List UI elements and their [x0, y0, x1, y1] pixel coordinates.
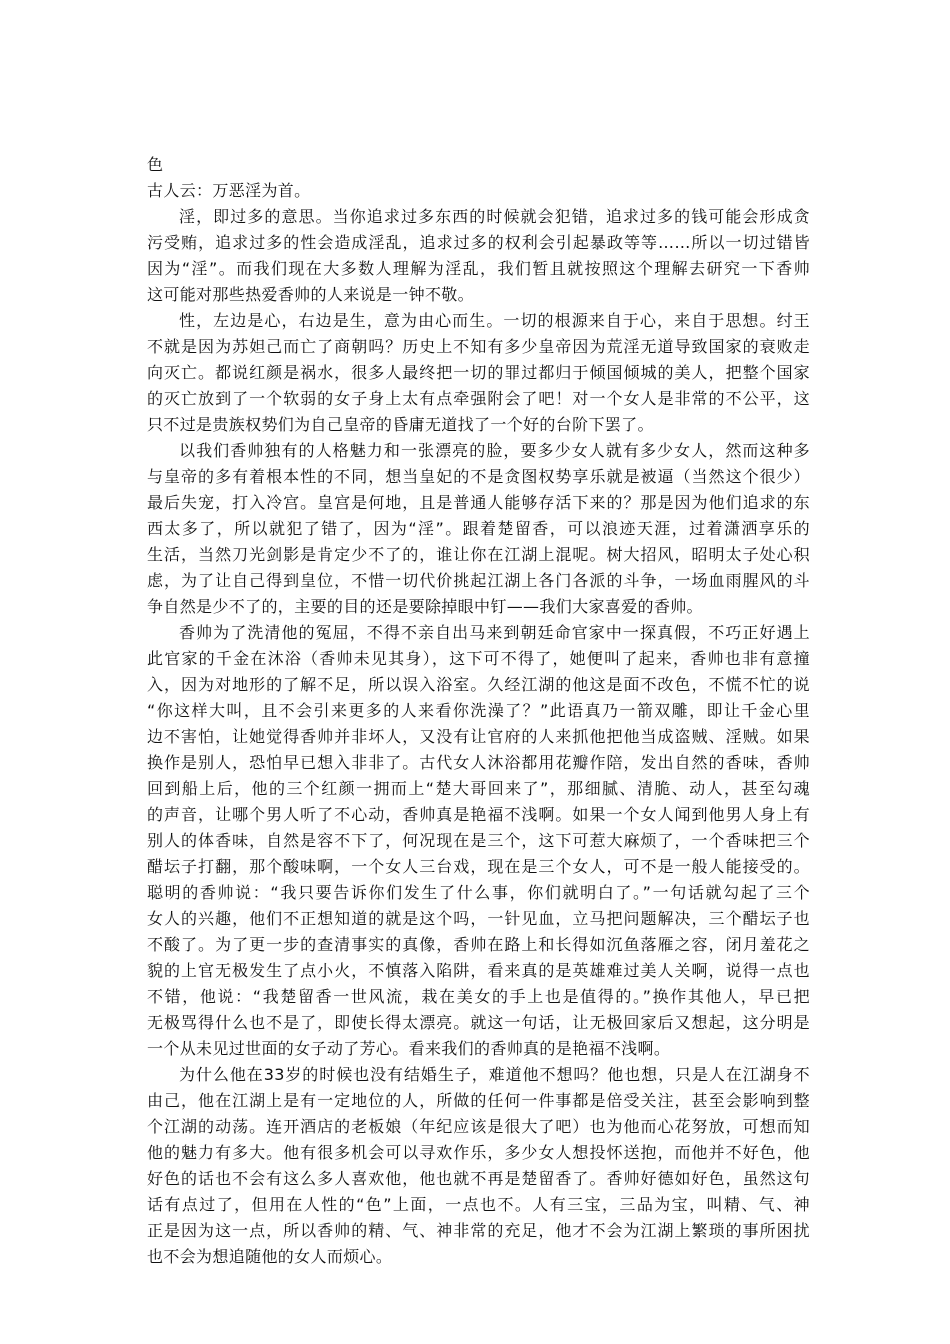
- paragraph: [147, 1062, 810, 1270]
- paragraph-line: 以我们香帅独有的人格魅力和一张漂亮的脸，要多少女人就有多少女人，然而这种多: [179, 441, 810, 460]
- paragraph-line: 由己，他在江湖上是有一定地位的人，所做的任何一件事都是倍受关注，甚至会影响到整: [147, 1091, 810, 1110]
- paragraph: [147, 204, 810, 308]
- paragraph-line: 女人的兴趣，他们不正想知道的就是这个吗，一针见血，立马把问题解决，三个醋坛子也: [147, 909, 810, 928]
- paragraph-line: 一个从未见过世面的女子动了芳心。看来我们的香帅真的是艳福不浅啊。: [147, 1039, 671, 1058]
- paragraph-line: 话有点过了，但用在人性的“色”上面，一点也不。人有三宝，三品为宝，叫精、气、神: [147, 1195, 810, 1214]
- paragraph-line: 个江湖的动荡。连开酒店的老板娘（年纪应该是很大了吧）也为他而心花努放，可想而知: [147, 1117, 810, 1136]
- document-quote: 古人云：万恶淫为首。: [147, 181, 311, 200]
- paragraph-line: 这可能对那些热爱香帅的人来说是一钟不敬。: [147, 285, 475, 304]
- paragraph: [147, 438, 810, 620]
- paragraph-line: 的灭亡放到了一个软弱的女子身上太有点牵强附会了吧！对一个女人是非常的不公平，这: [147, 389, 810, 408]
- paragraph-line: 不错，他说：“我楚留香一世风流，栽在美女的手上也是值得的。”换作其他人，早已把: [147, 987, 810, 1006]
- paragraph-line: 西太多了，所以就犯了错了，因为“淫”。跟着楚留香，可以浪迹天涯，过着潇洒享乐的: [147, 519, 810, 538]
- paragraph-line: 正是因为这一点，所以香帅的精、气、神非常的充足，他才不会为江湖上繁琐的事所困扰: [147, 1221, 810, 1240]
- paragraph-line: 也不会为想追随他的女人而烦心。: [147, 1247, 393, 1266]
- paragraph-line: 淫，即过多的意思。当你追求过多东西的时候就会犯错，追求过多的钱可能会形成贪: [179, 207, 810, 226]
- paragraph-line: 与皇帝的多有着根本性的不同，想当皇妃的不是贪图权势享乐就是被逼（当然这个很少）: [147, 467, 810, 486]
- paragraph-line: 只不过是贵族权势们为自己皇帝的昏庸无道找了一个好的台阶下罢了。: [147, 415, 654, 434]
- paragraph-line: 污受贿，追求过多的性会造成淫乱，追求过多的权利会引起暴政等等……所以一切过错皆: [147, 233, 810, 252]
- paragraph-line: 醋坛子打翻，那个酸味啊，一个女人三台戏，现在是三个女人，可不是一般人能接受的。: [147, 857, 810, 876]
- paragraph-line: 争自然是少不了的，主要的目的还是要除掉眼中钉——我们大家喜爱的香帅。: [147, 597, 703, 616]
- paragraph: [147, 620, 810, 1062]
- paragraph-line: 聪明的香帅说：“我只要告诉你们发生了什么事，你们就明白了。”一句话就勾起了三个: [147, 883, 810, 902]
- paragraph: [147, 308, 810, 438]
- document-body: [147, 152, 810, 1270]
- document-title: 色: [147, 155, 164, 174]
- paragraph-line: 貌的上官无极发生了点小火，不慎落入陷阱，看来真的是英雄难过美人关啊，说得一点也: [147, 961, 810, 980]
- paragraph-line: 不酸了。为了更一步的查清事实的真像，香帅在路上和长得如沉鱼落雁之容，闭月羞花之: [147, 935, 810, 954]
- paragraph-line: 此官家的千金在沐浴（香帅未见其身），这下可不得了，她便叫了起来，香帅也非有意撞: [147, 649, 810, 668]
- paragraph-line: 因为“淫”。而我们现在大多数人理解为淫乱，我们暂且就按照这个理解去研究一下香帅: [147, 259, 810, 278]
- paragraph-line: 为什么他在33岁的时候也没有结婚生子，难道他不想吗？他也想，只是人在江湖身不: [179, 1065, 810, 1084]
- paragraph-line: 向灭亡。都说红颜是祸水，很多人最终把一切的罪过都归于倾国倾城的美人，把整个国家: [147, 363, 810, 382]
- paragraph-line: 入，因为对地形的了解不足，所以误入浴室。久经江湖的他这是面不改色，不慌不忙的说: [147, 675, 810, 694]
- paragraph-line: 香帅为了洗清他的冤屈，不得不亲自出马来到朝廷命官家中一探真假，不巧正好遇上: [179, 623, 810, 642]
- paragraph-line: 生活，当然刀光剑影是肯定少不了的，谁让你在江湖上混呢。树大招风，昭明太子处心积: [147, 545, 810, 564]
- paragraph-line: 最后失宠，打入冷宫。皇宫是何地，且是普通人能够存活下来的？那是因为他们追求的东: [147, 493, 810, 512]
- paragraph-line: 边不害怕，让她觉得香帅并非坏人，又没有让官府的人来抓他把他当成盗贼、淫贼。如果: [147, 727, 810, 746]
- paragraph-line: 换作是别人，恐怕早已想入非非了。古代女人沐浴都用花瓣作陪，发出自然的香味，香帅: [147, 753, 810, 772]
- paragraph-line: 的声音，让哪个男人听了不心动，香帅真是艳福不浅啊。如果一个女人闻到他男人身上有: [147, 805, 810, 824]
- paragraph-line: 不就是因为苏妲己而亡了商朝吗？历史上不知有多少皇帝因为荒淫无道导致国家的衰败走: [147, 337, 810, 356]
- paragraph-line: 好色的话也不会有这么多人喜欢他，他也就不再是楚留香了。香帅好德如好色，虽然这句: [147, 1169, 810, 1188]
- paragraph-line: 回到船上后，他的三个红颜一拥而上“楚大哥回来了”，那细腻、清脆、动人，甚至勾魂: [147, 779, 810, 798]
- paragraph-line: 无极骂得什么也不是了，即使长得太漂亮。就这一句话，让无极回家后又想起，这分明是: [147, 1013, 810, 1032]
- paragraph-line: 性，左边是心，右边是生，意为由心而生。一切的根源来自于心，来自于思想。纣王: [179, 311, 810, 330]
- paragraph-line: 虑，为了让自己得到皇位，不惜一切代价挑起江湖上各门各派的斗争，一场血雨腥风的斗: [147, 571, 810, 590]
- paragraph-line: 他的魅力有多大。他有很多机会可以寻欢作乐，多少女人想投怀送抱，而他并不好色，他: [147, 1143, 810, 1162]
- paragraph-line: 别人的体香味，自然是容不下了，何况现在是三个，这下可惹大麻烦了，一个香味把三个: [147, 831, 810, 850]
- paragraph-line: “你这样大叫，且不会引来更多的人来看你洗澡了？”此语真乃一箭双雕，即让千金心里: [147, 701, 810, 720]
